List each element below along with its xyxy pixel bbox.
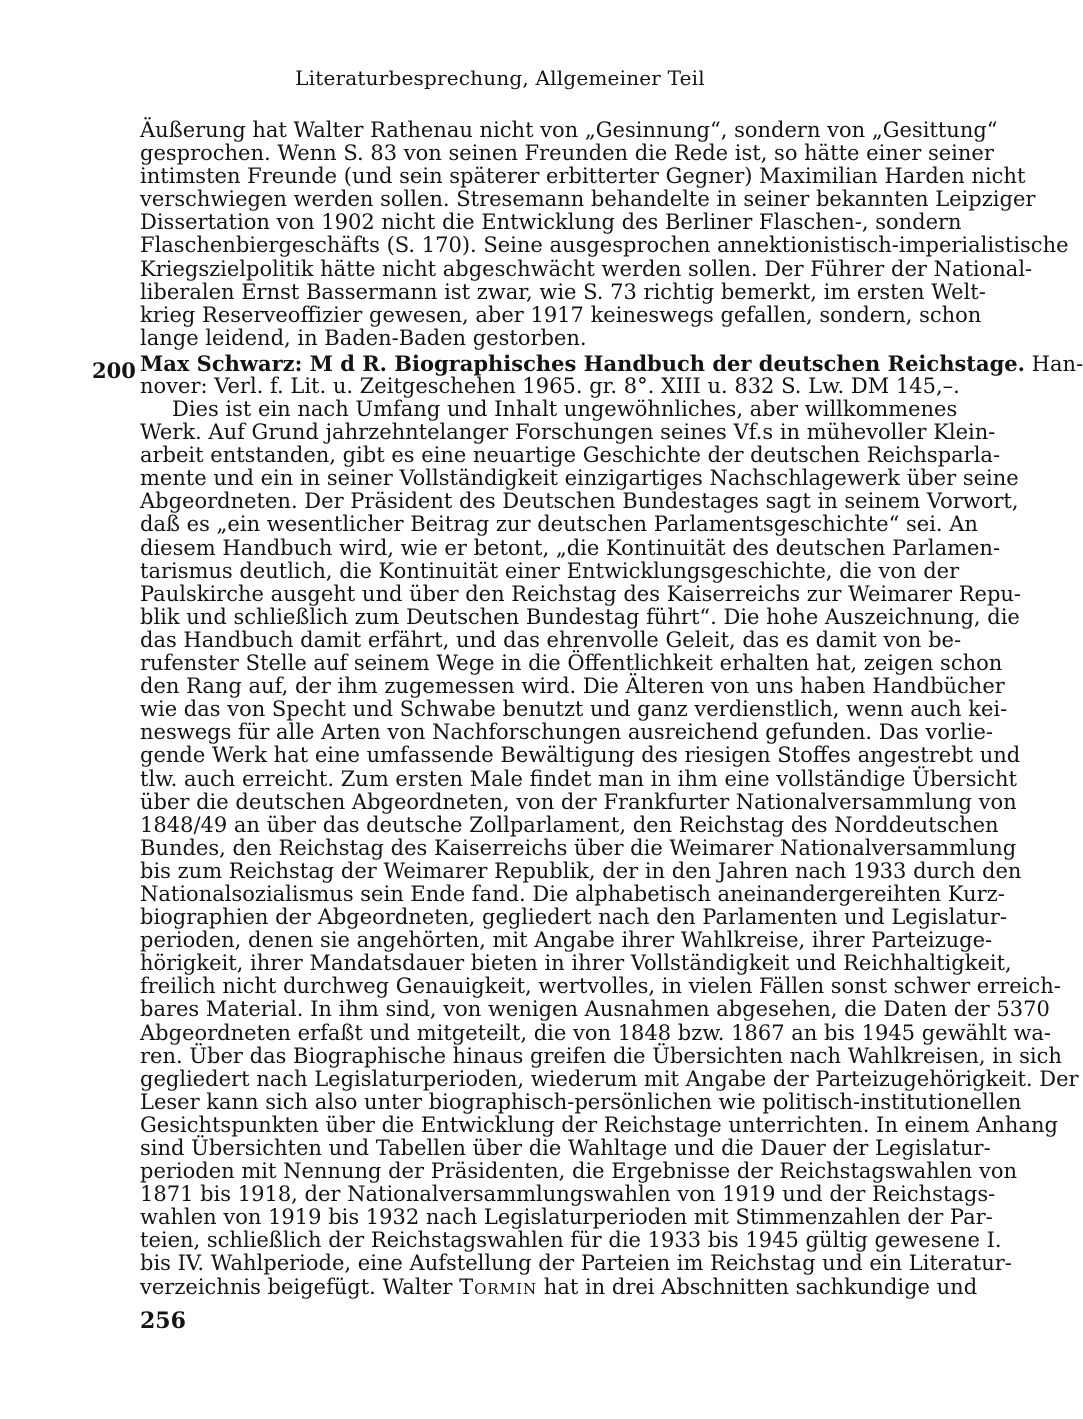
text-line: Dies ist ein nach Umfang und Inhalt ungewöhnliches, aber willkommenes <box>172 397 958 421</box>
text-line: liberalen Ernst Bassermann ist zwar, wie S. 73 richtig bemerkt, im ersten Welt- <box>140 279 986 304</box>
text-line: verschwiegen werden sollen. Stresemann behandelte in seiner bekannten Leipziger <box>140 187 1036 212</box>
text-line: mente und ein in seiner Vollständigkeit einzigartiges Nachschlagewerk über seine <box>140 466 1019 491</box>
text-line: Werk. Auf Grund jahrzehntelanger Forschungen seines Vf.s in mühevoller Klein- <box>140 420 996 445</box>
text-line: biographien der Abgeordneten, gegliedert nach den Parlamenten und Legislatur- <box>140 905 1007 930</box>
text-line: Nationalsozialismus sein Ende fand. Die alphabetisch aneinandergereihten Kurz- <box>140 881 1005 906</box>
text-line: Äußerung hat Walter Rathenau nicht von „Gesinnung“, sondern von „Gesittung“ <box>140 118 998 142</box>
entry-number: 200 <box>92 358 136 383</box>
page-number: 256 <box>140 1308 186 1334</box>
text-line: Paulskirche ausgeht und über den Reichstag des Kaiserreichs zur Weimarer Repu- <box>140 581 1022 606</box>
heading-line-1 <box>140 351 1083 376</box>
text-line: 1848/49 an über das deutsche Zollparlament, den Reichstag des Norddeutschen <box>140 812 999 837</box>
text-line: hörigkeit, ihrer Mandatsdauer bieten in ihrer Vollständigkeit und Reichhaltigkeit, <box>140 951 1012 976</box>
text-line: Bundes, den Reichstag des Kaiserreichs über die Weimarer Nationalversammlung <box>140 835 1017 860</box>
text-line: teien, schließlich der Reichstagswahlen für die 1933 bis 1945 gültig gewesene I. <box>140 1228 1002 1253</box>
text-line: wahlen von 1919 bis 1932 nach Legislaturperioden mit Stimmenzahlen der Par- <box>140 1205 993 1230</box>
text-line: bares Material. In ihm sind, von wenigen Ausnahmen abgesehen, die Daten der 5370 <box>140 997 1050 1022</box>
text-line: lange leidend, in Baden-Baden gestorben. <box>140 325 587 350</box>
text-line: blik und schließlich zum Deutschen Bundestag führt“. Die hohe Auszeichnung, die <box>140 604 1020 629</box>
running-head: Literaturbesprechung, Allgemeiner Teil <box>295 66 705 90</box>
text-line: das Handbuch damit erfährt, und das ehrenvolle Geleit, das es damit von be- <box>140 627 962 652</box>
text-line: arbeit entstanden, gibt es eine neuartige Geschichte der deutschen Reichsparla- <box>140 443 1001 468</box>
heading-line-2: nover: Verl. f. Lit. u. Zeitgeschehen 1965. gr. 8°. XIII u. 832 S. Lw. DM 145,–. <box>140 374 960 399</box>
text-line: Kriegszielpolitik hätte nicht abgeschwächt werden sollen. Der Führer der National- <box>140 256 1033 281</box>
text-line: bis zum Reichstag der Weimarer Republik, der in den Jahren nach 1933 durch den <box>140 858 1022 883</box>
text-line: Flaschenbiergeschäfts (S. 170). Seine ausgesprochen annektionistisch-imperialistische <box>140 233 1069 258</box>
text-line: intimsten Freunde (und sein späterer erbitterter Gegner) Maximilian Harden nicht <box>140 164 1026 189</box>
text-line: tlw. auch erreicht. Zum ersten Male findet man in ihm eine vollständige Übersicht <box>140 766 1017 791</box>
text-line <box>140 1274 978 1299</box>
text-line: Leser kann sich also unter biographisch-persönlichen wie politisch-institutionellen <box>140 1089 1022 1114</box>
text-line: diesem Handbuch wird, wie er betont, „die Kontinuität des deutschen Parlamen- <box>140 535 1001 560</box>
text-fragment: verzeichnis beigefügt. <box>140 1274 376 1299</box>
text-line: über die deutschen Abgeordneten, von der Frankfurter Nationalversammlung von <box>140 789 1017 814</box>
review-heading <box>140 351 1083 399</box>
book-title: Max Schwarz: M d R. Biographisches Handbuch der deutschen Reichstage. <box>140 351 1025 376</box>
text-line: ren. Über das Biographische hinaus greifen die Übersichten nach Wahlkreisen, in sich <box>140 1043 1062 1068</box>
text-line: freilich nicht durchweg Genauigkeit, wertvolles, in vielen Fällen sonst schwer erreich- <box>140 974 1061 999</box>
text-line: Abgeordneten. Der Präsident des Deutschen Bundestages sagt in seinem Vorwort, <box>140 489 1019 514</box>
text-line: gende Werk hat eine umfassende Bewältigung des riesigen Stoffes angestrebt und <box>140 743 1021 768</box>
previous-review-paragraph <box>140 118 1069 350</box>
text-line: 1871 bis 1918, der Nationalversammlungswahlen von 1919 und der Reichstags- <box>140 1182 996 1207</box>
text-line: daß es „ein wesentlicher Beitrag zur deutschen Parlamentsgeschichte“ sei. An <box>140 512 978 537</box>
review-body <box>140 397 1079 1299</box>
text-line: Dissertation von 1902 nicht die Entwicklung des Berliner Flaschen-, sondern <box>140 210 962 235</box>
text-line: wie das von Specht und Schwabe benutzt und ganz verdienstlich, wenn auch kei- <box>140 697 1008 722</box>
text-line: den Rang auf, der ihm zugemessen wird. Die Älteren von uns haben Handbücher <box>140 674 1005 699</box>
publisher-start: Han- <box>1024 352 1083 376</box>
text-fragment: Walter <box>375 1274 460 1299</box>
text-line: Abgeordneten erfaßt und mitgeteilt, die von 1848 bzw. 1867 an bis 1945 gewählt wa- <box>140 1020 1052 1045</box>
text-line: bis IV. Wahlperiode, eine Aufstellung der Parteien im Reichstag und ein Literatur- <box>140 1251 1012 1276</box>
text-line: perioden mit Nennung der Präsidenten, die Ergebnisse der Reichstagswahlen von <box>140 1159 1018 1184</box>
text-line: rufenster Stelle auf seinem Wege in die Öffentlichkeit erhalten hat, zeigen schon <box>140 651 1003 676</box>
text-line: krieg Reserveoffizier gewesen, aber 1917 keineswegs gefallen, sondern, schon <box>140 302 982 327</box>
text-line: gegliedert nach Legislaturperioden, wiederum mit Angabe der Parteizugehörigkeit. Der <box>140 1066 1079 1091</box>
author-name-smallcaps: Tormin <box>459 1274 538 1299</box>
text-line: Gesichtspunkten über die Entwicklung der Reichstage unterrichten. In einem Anhang <box>140 1112 1058 1137</box>
text-line: perioden, denen sie angehörten, mit Angabe ihrer Wahlkreise, ihrer Parteizuge- <box>140 928 993 953</box>
text-line: sind Übersichten und Tabellen über die Wahltage und die Dauer der Legislatur- <box>140 1136 991 1160</box>
text-line: neswegs für alle Arten von Nachforschungen ausreichend gefunden. Das vorlie- <box>140 720 994 745</box>
text-fragment: hat in drei Abschnitten sachkundige und <box>537 1274 978 1299</box>
text-line: gesprochen. Wenn S. 83 von seinen Freunden die Rede ist, so hätte einer seiner <box>140 141 994 166</box>
text-line: tarismus deutlich, die Kontinuität einer Entwicklungsgeschichte, die von der <box>140 558 960 583</box>
